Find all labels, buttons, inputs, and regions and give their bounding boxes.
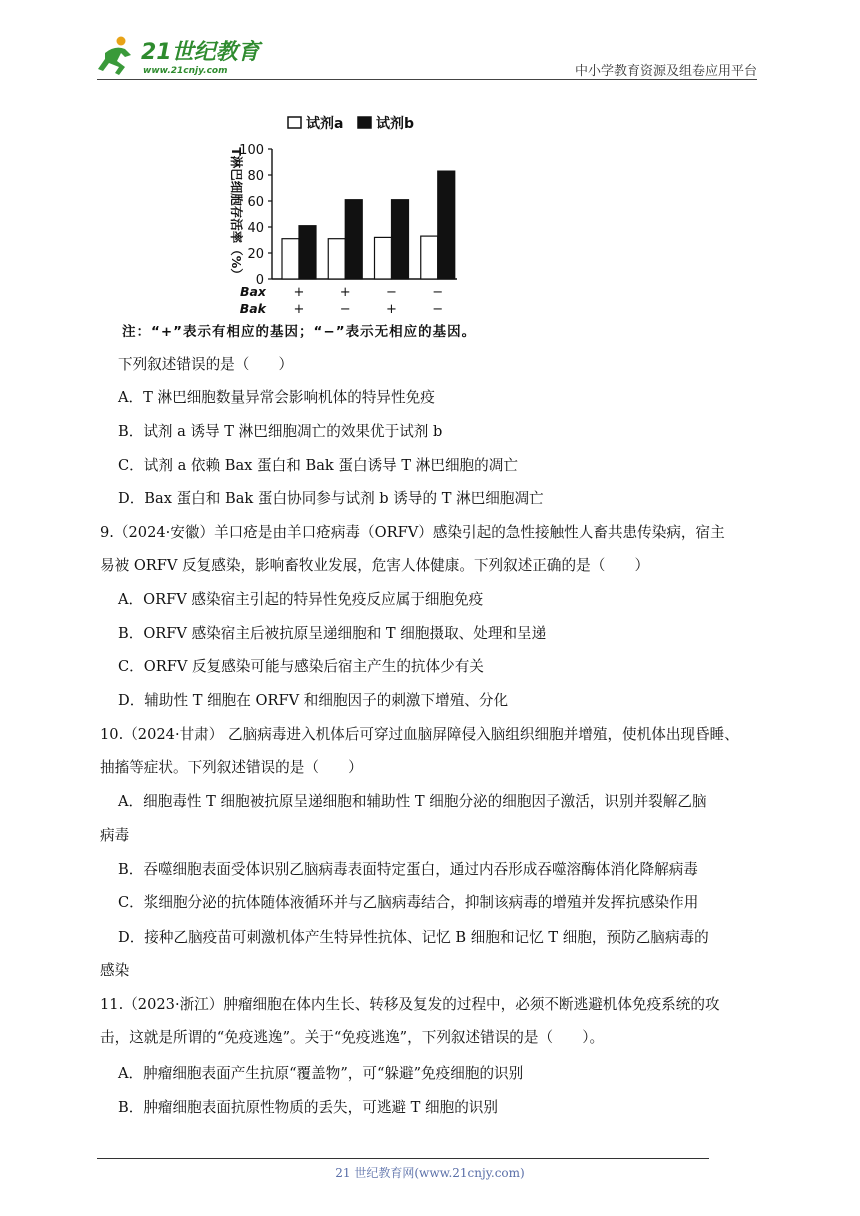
y-tick-label: 60: [247, 195, 264, 210]
bar-a: [328, 239, 345, 279]
category-sign: +: [293, 285, 305, 300]
q9-stem-line1: 9.（2024·安徽）羊口疮是由羊口疮病毒（ORFV）感染引起的急性接触性人畜共患传染病，宿主: [100, 524, 725, 541]
bar-chart: [210, 108, 590, 348]
q10-option-c: C．浆细胞分泌的抗体随体液循环并与乙脑病毒结合，抑制该病毒的增殖并发挥抗感染作用: [118, 894, 699, 911]
category-sign: +: [386, 302, 397, 317]
q10-option-b: B．吞噬细胞表面受体识别乙脑病毒表面特定蛋白，通过内吞形成吞噬溶酶体消化降解病毒: [118, 861, 698, 878]
bar-a: [421, 236, 438, 279]
bar-b: [438, 171, 455, 279]
q10-option-a-cont: 病毒: [100, 827, 130, 844]
legend-label-b: 试剂b: [376, 116, 415, 132]
q10-stem-line2: 抽搐等症状。下列叙述错误的是（ ）: [100, 759, 363, 776]
y-tick-label: 80: [247, 169, 264, 184]
footer-text: 21 世纪教育网(www.21cnjy.com): [335, 1166, 525, 1180]
category-sign: −: [339, 302, 351, 317]
q9-option-a: A．ORFV 感染宿主引起的特异性免疫反应属于细胞免疫: [118, 591, 484, 608]
q11-option-b: B．肿瘤细胞表面抗原性物质的丢失，可逃避 T 细胞的识别: [118, 1099, 498, 1116]
category-sign: −: [386, 285, 397, 300]
q9-option-d: D．辅助性 T 细胞在 ORFV 和细胞因子的刺激下增殖、分化: [118, 692, 509, 709]
site-logo: [95, 33, 265, 81]
q8-option-c: C．试剂 a 依赖 Bax 蛋白和 Bak 蛋白诱导 T 淋巴细胞的凋亡: [118, 457, 518, 474]
logo-text: 21世纪教育: [141, 40, 260, 65]
q8-option-d: D．Bax 蛋白和 Bak 蛋白协同参与试剂 b 诱导的 T 淋巴细胞凋亡: [118, 490, 544, 507]
q11-stem-line2: 击，这就是所谓的“免疫逃逸”。关于“免疫逃逸”，下列叙述错误的是（ ）。: [100, 1029, 605, 1046]
bar-b: [392, 200, 409, 279]
q10-option-d-cont: 感染: [100, 962, 130, 979]
q10-option-d: D．接种乙脑疫苗可刺激机体产生特异性抗体、记忆 B 细胞和记忆 T 细胞，预防乙脑病毒的: [118, 929, 709, 946]
y-tick-label: 20: [247, 247, 264, 262]
q9-option-b: B．ORFV 感染宿主后被抗原呈递细胞和 T 细胞摄取、处理和呈递: [118, 625, 547, 642]
chart-note: 注：“+”表示有相应的基因；“−”表示无相应的基因。: [122, 324, 477, 340]
bar-a: [282, 239, 299, 279]
q9-option-c: C．ORFV 反复感染可能与感染后宿主产生的抗体少有关: [118, 658, 484, 675]
q8-option-a: A．T 淋巴细胞数量异常会影响机体的特异性免疫: [118, 389, 435, 406]
category-sign: +: [293, 302, 305, 317]
logo-url: www.21cnjy.com: [143, 66, 228, 76]
bar-a: [375, 237, 392, 279]
category-sign: +: [339, 285, 351, 300]
bar-b: [299, 226, 316, 279]
q10-stem-line1: 10.（2024·甘肃） 乙脑病毒进入机体后可穿过血脑屏障侵入脑组织细胞并增殖，使机体出现昏睡、: [100, 726, 739, 743]
row-label-bax: Bax: [239, 284, 266, 299]
q11-stem-line1: 11.（2023·浙江）肿瘤细胞在体内生长、转移及复发的过程中，必须不断逃避机体免疫系统的攻: [100, 996, 720, 1013]
category-sign: −: [432, 285, 444, 300]
legend-swatch-b: [358, 117, 371, 128]
category-sign: −: [432, 302, 444, 317]
row-label-bak: Bak: [239, 301, 266, 316]
y-axis-label: T淋巴细胞存活率（%）: [229, 147, 244, 281]
header-divider: [97, 79, 757, 80]
footer-divider: [97, 1158, 709, 1159]
q8-stem: 下列叙述错误的是（ ）: [118, 356, 294, 373]
q10-option-a: A．细胞毒性 T 细胞被抗原呈递细胞和辅助性 T 细胞分泌的细胞因子激活，识别并裂解乙脑: [118, 793, 707, 810]
q9-stem-line2: 易被 ORFV 反复感染，影响畜牧业发展，危害人体健康。下列叙述正确的是（ ）: [100, 557, 650, 574]
y-tick-label: 40: [247, 221, 264, 236]
runner-icon: [98, 37, 131, 76]
platform-name: 中小学教育资源及组卷应用平台: [574, 64, 757, 79]
legend-label-a: 试剂a: [306, 116, 344, 132]
y-tick-label: 0: [255, 273, 264, 288]
bar-b: [345, 200, 362, 279]
legend-swatch-a: [288, 117, 301, 128]
q8-option-b: B．试剂 a 诱导 T 淋巴细胞凋亡的效果优于试剂 b: [118, 423, 443, 440]
q11-option-a: A．肿瘤细胞表面产生抗原“覆盖物”，可“躲避”免疫细胞的识别: [118, 1065, 524, 1082]
y-tick-label: 100: [239, 143, 264, 158]
